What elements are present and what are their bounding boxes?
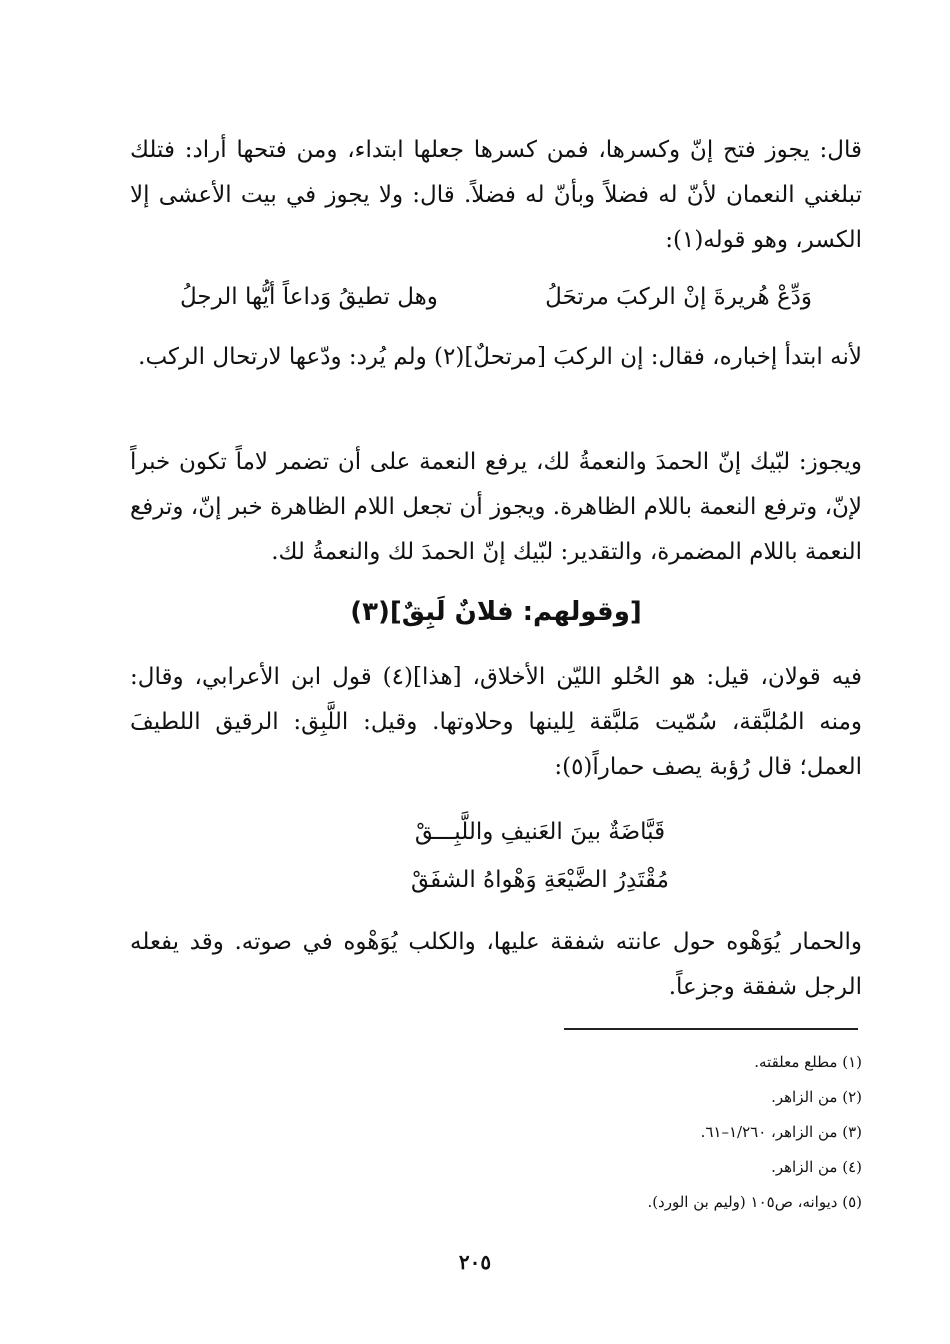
verse-hemistich-2: وهل تطيقُ وَداعاً أيُّها الرجلُ — [179, 284, 438, 310]
verse-ruba — [330, 808, 750, 904]
paragraph-5: والحمار يُوَهْوه حول عانته شفقة عليها، والكلب يُوَهْوه في صوته. وقد يفعله الرجل شفقة وجزعاً. — [130, 929, 862, 1000]
footnotes — [262, 1045, 862, 1220]
footnote-5: (٥) ديوانه، ص١٠٥ (وليم بن الورد). — [647, 1193, 862, 1211]
section-heading: [وقولهم: فلانٌ لَبِقٌ](٣) — [350, 597, 642, 627]
paragraph-3: ويجوز: لبّيك إنّ الحمدَ والنعمةُ لك، يرفع النعمة على أن تضمر لاماً تكون خبراً لإنّ، وترفع النعمة باللام الظاهرة. ويجوز أن تجعل اللام الظاهرة خبر إنّ، وترفع النعمة باللام المضمرة، والتقدير: لبّيك إنّ الحمدَ لك والنعمةُ لك. — [130, 449, 863, 565]
footnote-divider — [564, 1028, 858, 1030]
paragraph-2: لأنه ابتدأ إخباره، فقال: إن الركبَ [مرتحلٌ](٢) ولم يُرد: ودّعها لارتحال الركب. — [138, 344, 862, 370]
footnote-3: (٣) من الزاهر، ١/٢٦٠–٦١. — [700, 1123, 862, 1141]
footnote-2: (٢) من الزاهر. — [771, 1088, 862, 1106]
footnote-4: (٤) من الزاهر. — [771, 1158, 862, 1176]
verse-hemistich-1: وَدِّعْ هُريرةَ إنْ الركبَ مرتحَلُ — [545, 284, 813, 310]
paragraph-1: قال: يجوز فتح إنّ وكسرها، فمن كسرها جعلها ابتداء، ومن فتحها أراد: فتلك تبلغني النعمان لأنّ له فضلاً وبأنّ له فضلاً. قال: ولا يجوز في بيت الأعشى إلا الكسر، وهو قوله(١): — [130, 137, 862, 253]
page-number: ٢٠٥ — [458, 1250, 492, 1274]
verse-a-asha — [130, 275, 862, 320]
verse-line-1: قَبَّاضَةٌ بينَ العَنيفِ واللَّبِـــقْ — [414, 819, 666, 845]
footnote-1: (١) مطلع معلقته. — [754, 1053, 862, 1071]
verse-line-2: مُقْتَدِرُ الضَّيْعَةِ وَهْواهُ الشفَقْ — [410, 867, 669, 893]
paragraph-4: فيه قولان، قيل: هو الحُلو الليّن الأخلاق، [هذا](٤) قول ابن الأعرابي، وقال: ومنه المُلبَّقة، سُمّيت مَلبَّقة لِلينها وحلاوتها. وقيل: اللَّبِق: الرقيق اللطيفَ العمل؛ قال رُؤبة يصف حماراً(٥): — [130, 664, 863, 780]
